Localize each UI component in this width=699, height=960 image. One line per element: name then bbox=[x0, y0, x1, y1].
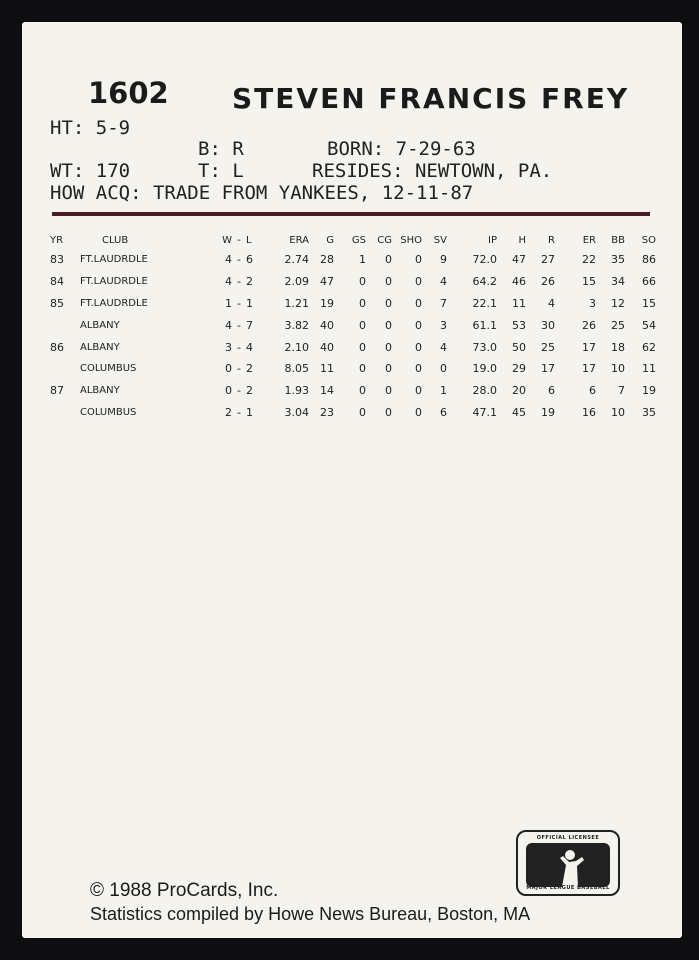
cell-g: 28 bbox=[320, 253, 334, 267]
header-h: H bbox=[518, 234, 526, 246]
cell-dash: - bbox=[237, 362, 241, 376]
cell-l: 2 bbox=[246, 362, 253, 376]
header-ip: IP bbox=[488, 234, 497, 246]
cell-er: 16 bbox=[582, 405, 596, 419]
cell-yr bbox=[44, 402, 80, 424]
cell-club: COLUMBUS bbox=[80, 363, 137, 375]
cell-h: 29 bbox=[512, 362, 526, 376]
card-number: 1602 bbox=[88, 76, 169, 110]
cell-sho: 0 bbox=[415, 340, 422, 354]
cell-w: 4 bbox=[225, 275, 232, 289]
cell-r: 26 bbox=[541, 275, 555, 289]
header-g: G bbox=[326, 234, 334, 246]
cell-er: 6 bbox=[589, 384, 596, 398]
header-gs: GS bbox=[351, 234, 366, 246]
cell-g: 23 bbox=[320, 405, 334, 419]
cell-era: 8.05 bbox=[284, 362, 309, 376]
header-cg: CG bbox=[377, 234, 392, 246]
divider-rule bbox=[52, 212, 650, 216]
header-sv: SV bbox=[433, 234, 447, 246]
mlb-silhouette-icon bbox=[526, 843, 610, 887]
cell-era: 2.74 bbox=[284, 253, 309, 267]
cell-ip: 73.0 bbox=[472, 340, 497, 354]
cell-r: 30 bbox=[541, 318, 555, 332]
cell-era: 2.10 bbox=[284, 340, 309, 354]
cell-r: 27 bbox=[541, 253, 555, 267]
cell-w: 4 bbox=[225, 318, 232, 332]
cell-ip: 61.1 bbox=[472, 318, 497, 332]
cell-sv: 7 bbox=[440, 296, 447, 310]
cell-ip: 64.2 bbox=[472, 275, 497, 289]
cell-cg: 0 bbox=[385, 405, 392, 419]
cell-sv: 4 bbox=[440, 275, 447, 289]
cell-w: 0 bbox=[225, 362, 232, 376]
cell-dash: - bbox=[237, 318, 241, 332]
cell-cg: 0 bbox=[385, 318, 392, 332]
cell-so: 66 bbox=[642, 275, 656, 289]
header-so: SO bbox=[641, 234, 656, 246]
cell-yr: 85 bbox=[50, 296, 64, 310]
cell-cg: 0 bbox=[385, 253, 392, 267]
stats-row bbox=[44, 271, 656, 293]
cell-club: FT.LAUDRDLE bbox=[80, 297, 148, 309]
cell-ip: 47.1 bbox=[472, 405, 497, 419]
cell-club: ALBANY bbox=[80, 341, 120, 353]
cell-w: 4 bbox=[225, 253, 232, 267]
cell-er: 22 bbox=[582, 253, 596, 267]
cell-cg: 0 bbox=[385, 362, 392, 376]
cell-so: 15 bbox=[642, 296, 656, 310]
stats-table bbox=[44, 231, 656, 423]
cell-gs: 0 bbox=[359, 275, 366, 289]
cell-w: 1 bbox=[225, 296, 232, 310]
cell-cg: 0 bbox=[385, 275, 392, 289]
cell-bb: 35 bbox=[611, 253, 625, 267]
height: HT: 5-9 bbox=[50, 117, 131, 139]
cell-dash: - bbox=[237, 253, 241, 267]
stats-row bbox=[44, 249, 656, 271]
player-name: STEVEN FRANCIS FREY bbox=[232, 82, 630, 115]
cell-sho: 0 bbox=[415, 405, 422, 419]
stats-row bbox=[44, 402, 656, 424]
cell-er: 3 bbox=[589, 296, 596, 310]
cell-g: 40 bbox=[320, 318, 334, 332]
cell-cg: 0 bbox=[385, 340, 392, 354]
header-yr: YR bbox=[50, 234, 64, 246]
cell-sv: 0 bbox=[440, 362, 447, 376]
cell-so: 35 bbox=[642, 405, 656, 419]
cell-gs: 1 bbox=[359, 253, 366, 267]
cell-sv: 1 bbox=[440, 384, 447, 398]
cell-gs: 0 bbox=[359, 340, 366, 354]
cell-era: 2.09 bbox=[284, 275, 309, 289]
stats-row bbox=[44, 293, 656, 315]
cell-sho: 0 bbox=[415, 362, 422, 376]
cell-l: 7 bbox=[246, 318, 253, 332]
header-era: ERA bbox=[289, 234, 309, 246]
cell-so: 62 bbox=[642, 340, 656, 354]
header-dash: - bbox=[237, 234, 241, 246]
stats-row bbox=[44, 358, 656, 380]
cell-g: 19 bbox=[320, 296, 334, 310]
cell-l: 1 bbox=[246, 296, 253, 310]
cell-r: 17 bbox=[541, 362, 555, 376]
bats: B: R bbox=[198, 138, 244, 160]
cell-r: 6 bbox=[548, 384, 555, 398]
cell-bb: 34 bbox=[611, 275, 625, 289]
header-er: ER bbox=[582, 234, 596, 246]
header-l: L bbox=[246, 234, 252, 246]
cell-dash: - bbox=[237, 275, 241, 289]
cell-dash: - bbox=[237, 405, 241, 419]
cell-bb: 12 bbox=[611, 296, 625, 310]
cell-g: 40 bbox=[320, 340, 334, 354]
cell-club: ALBANY bbox=[80, 319, 120, 331]
cell-sho: 0 bbox=[415, 384, 422, 398]
cell-sv: 3 bbox=[440, 318, 447, 332]
cell-r: 4 bbox=[548, 296, 555, 310]
cell-yr bbox=[44, 358, 80, 380]
cell-l: 2 bbox=[246, 275, 253, 289]
cell-gs: 0 bbox=[359, 384, 366, 398]
cell-r: 19 bbox=[541, 405, 555, 419]
cell-dash: - bbox=[237, 384, 241, 398]
logo-bottom-text: MAJOR LEAGUE BASEBALL bbox=[526, 885, 610, 891]
cell-l: 1 bbox=[246, 405, 253, 419]
cell-er: 26 bbox=[582, 318, 596, 332]
cell-bb: 18 bbox=[611, 340, 625, 354]
header-w: W bbox=[222, 234, 232, 246]
how-acquired: HOW ACQ: TRADE FROM YANKEES, 12-11-87 bbox=[50, 182, 474, 204]
stats-row bbox=[44, 380, 656, 402]
cell-h: 11 bbox=[512, 296, 526, 310]
header-sho: SHO bbox=[400, 234, 422, 246]
cell-h: 47 bbox=[512, 253, 526, 267]
cell-yr: 84 bbox=[50, 275, 64, 289]
born: BORN: 7-29-63 bbox=[327, 138, 476, 160]
cell-sho: 0 bbox=[415, 275, 422, 289]
cell-gs: 0 bbox=[359, 362, 366, 376]
stats-body bbox=[44, 249, 656, 423]
cell-w: 3 bbox=[225, 340, 232, 354]
cell-sv: 4 bbox=[440, 340, 447, 354]
cell-bb: 7 bbox=[618, 384, 625, 398]
cell-club: COLUMBUS bbox=[80, 406, 137, 418]
cell-yr: 87 bbox=[50, 384, 64, 398]
cell-er: 15 bbox=[582, 275, 596, 289]
card-back bbox=[22, 22, 682, 938]
resides: RESIDES: NEWTOWN, PA. bbox=[312, 160, 553, 182]
stats-credits: Statistics compiled by Howe News Bureau, Boston, MA bbox=[90, 904, 531, 924]
cell-er: 17 bbox=[582, 340, 596, 354]
throws: T: L bbox=[198, 160, 244, 182]
cell-gs: 0 bbox=[359, 296, 366, 310]
stats-row bbox=[44, 314, 656, 336]
weight: WT: 170 bbox=[50, 160, 131, 182]
cell-so: 54 bbox=[642, 318, 656, 332]
cell-era: 1.21 bbox=[284, 296, 309, 310]
cell-cg: 0 bbox=[385, 384, 392, 398]
cell-gs: 0 bbox=[359, 405, 366, 419]
cell-ip: 19.0 bbox=[472, 362, 497, 376]
cell-w: 2 bbox=[225, 405, 232, 419]
cell-g: 47 bbox=[320, 275, 334, 289]
cell-w: 0 bbox=[225, 384, 232, 398]
cell-sv: 9 bbox=[440, 253, 447, 267]
cell-ip: 72.0 bbox=[472, 253, 497, 267]
cell-h: 45 bbox=[512, 405, 526, 419]
cell-so: 86 bbox=[642, 253, 656, 267]
cell-yr: 86 bbox=[50, 340, 64, 354]
cell-sho: 0 bbox=[415, 296, 422, 310]
cell-cg: 0 bbox=[385, 296, 392, 310]
mlb-licensee-logo bbox=[516, 830, 620, 896]
cell-g: 11 bbox=[320, 362, 334, 376]
cell-bb: 10 bbox=[611, 405, 625, 419]
cell-sho: 0 bbox=[415, 253, 422, 267]
cell-so: 19 bbox=[642, 384, 656, 398]
cell-yr bbox=[44, 314, 80, 336]
cell-era: 3.82 bbox=[284, 318, 309, 332]
cell-ip: 28.0 bbox=[472, 384, 497, 398]
header-r: R bbox=[548, 234, 555, 246]
cell-r: 25 bbox=[541, 340, 555, 354]
cell-sv: 6 bbox=[440, 405, 447, 419]
cell-sho: 0 bbox=[415, 318, 422, 332]
cell-h: 20 bbox=[512, 384, 526, 398]
stats-header-row bbox=[44, 231, 656, 249]
cell-g: 14 bbox=[320, 384, 334, 398]
cell-dash: - bbox=[237, 340, 241, 354]
header-bb: BB bbox=[611, 234, 625, 246]
cell-era: 3.04 bbox=[284, 405, 309, 419]
cell-club: FT.LAUDRDLE bbox=[80, 276, 148, 288]
cell-l: 2 bbox=[246, 384, 253, 398]
cell-h: 46 bbox=[512, 275, 526, 289]
cell-yr: 83 bbox=[50, 253, 64, 267]
cell-gs: 0 bbox=[359, 318, 366, 332]
header-club: CLUB bbox=[102, 234, 129, 246]
cell-h: 53 bbox=[512, 318, 526, 332]
cell-club: FT.LAUDRDLE bbox=[80, 254, 148, 266]
logo-top-text: OFFICIAL LICENSEE bbox=[536, 835, 600, 841]
cell-so: 11 bbox=[642, 362, 656, 376]
cell-l: 4 bbox=[246, 340, 253, 354]
cell-club: ALBANY bbox=[80, 385, 120, 397]
cell-bb: 10 bbox=[611, 362, 625, 376]
cell-bb: 25 bbox=[611, 318, 625, 332]
stats-row bbox=[44, 336, 656, 358]
cell-era: 1.93 bbox=[284, 384, 309, 398]
cell-dash: - bbox=[237, 296, 241, 310]
cell-er: 17 bbox=[582, 362, 596, 376]
cell-h: 50 bbox=[512, 340, 526, 354]
cell-ip: 22.1 bbox=[472, 296, 497, 310]
copyright: © 1988 ProCards, Inc. bbox=[90, 880, 279, 901]
cell-l: 6 bbox=[246, 253, 253, 267]
